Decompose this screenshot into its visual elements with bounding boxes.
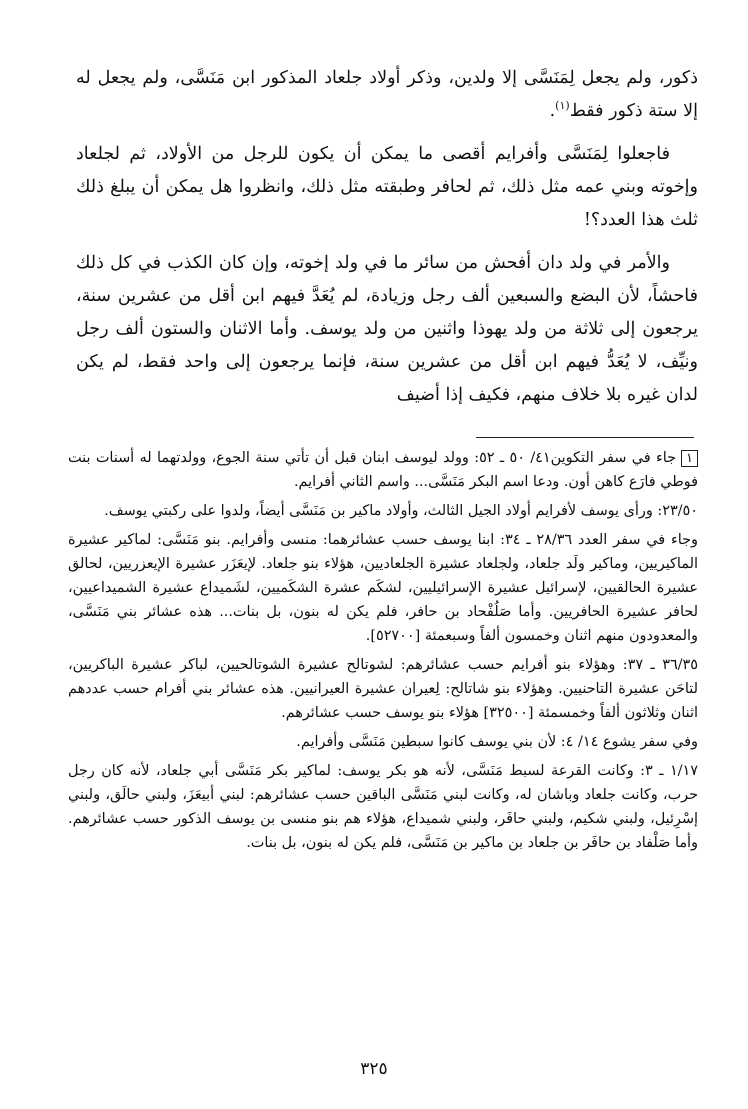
paragraph-2: فاجعلوا لِمَنَسَّى وأفرايم أقصى ما يمكن أن يكون للرجل من الأولاد، ثم لجلعاد وإخوته وبني عمه مثل ذلك، ثم لحافر وطبقته مثل ذلك، وانظروا هل يمكن أن يبلغ ذلك ثلث هذا العدد؟! bbox=[76, 144, 698, 230]
footnote-1 bbox=[68, 446, 698, 494]
footnote-5: وفي سفر يشوع ١٤/ ٤: لأن بني يوسف كانوا سبطين مَنَسَّى وأفرايم. bbox=[296, 734, 698, 750]
footnotes-section bbox=[68, 446, 698, 860]
footnote-6: ١/١٧ ـ ٣: وكانت القرعة لسبط مَنَسَّى، لأنه هو بكر يوسف: لماكير بكر مَنَسَّى أبي جلعاد، لأنه كان رجل حرب، وكانت جلعاد وباشان له، وكانت لبني مَنَسَّى الباقين حسب عشائرهم: لبني أبيعَزَ، ولبني حالَق، ولبني إسْرِئيل، ولبني شكيم، ولبني حافَر، ولبني شميداع، هؤلاء هم بنو منسى بن يوسف الذكور حسب عشائرهم. وأما صَلْفاد بن حافَر بن جلعاد بن ماكير بن مَنَسَّى، فلم يكن له بنون، بل بنات. bbox=[68, 763, 698, 851]
footnote-2: ٢٣/٥٠: ورأى يوسف لأفرايم أولاد الجيل الثالث، وأولاد ماكير بن مَنَسَّى أيضاً، ولدوا على ركبتي يوسف. bbox=[104, 503, 698, 519]
paragraph-1: ذكور، ولم يجعل لِمَنَسَّى إلا ولدين، وذكر أولاد جلعاد المذكور ابن مَنَسَّى، ولم يجعل له إلا ستة ذكور فقط$^{(١)}$. bbox=[76, 68, 698, 121]
page-number: ٣٢٥ bbox=[360, 1059, 388, 1079]
footnote-4: ٣٦/٣٥ ـ ٣٧: وهؤلاء بنو أفرايم حسب عشائرهم: لشوتالح عشيرة الشوتالحيين، لباكر عشيرة الباكريين، لتاحَن عشيرة التاحنيين. وهؤلاء بنو شاتالح: لِعيران عشيرة العيرانيين. هذه عشائر بني أفرام حسب عددهم اثنان وثلاثون ألفاً وخمسمئة [٣٢٥٠٠] هؤلاء بنو يوسف حسب عشائرهم. bbox=[68, 657, 698, 721]
footnote-3: وجاء في سفر العدد ٢٨/٣٦ ـ ٣٤: ابنا يوسف حسب عشائرهما: منسى وأفرايم. بنو مَنَسَّى: لماكير عشيرة الماكيريين، وماكير ولَد جلعاد، ولجلعاد عشيرة الجلعاديين، هؤلاء بنو جلعاد. لإيعَزَر عشيرة الإيعزريين، لحالق عشيرة الحالقيين، لإسرائيل عشيرة الإسرائيليين، لشكَم عشرة الشكَميين، لشَميداع عشيرة الشميداعيين، لحافر عشيرة الحافريين. وأما صَلُفْحاد بن حافر، فلم يكن له بنون، بل بنات... هذه عشائر بني مَنَسَّى، والمعدودون منهم اثنان وخمسون ألفاً وسبعمئة [٥٢٧٠٠]. bbox=[68, 532, 698, 644]
paragraph-3: والأمر في ولد دان أفحش من سائر ما في ولد إخوته، وإن كان الكذب في كل ذلك فاحشاً، لأن البضع والسبعين ألف رجل وزيادة، لم يُعَدَّ فيهم ابن أقل من عشرين سنة، يرجعون إلى ثلاثة من ولد يهوذا واثنين من ولد يوسف. وأما الاثنان والستون ألف رجل ونيِّف، لا يُعَدُّ فيهم ابن أقل من عشرين سنة، فإنما يرجعون إلى واحد فقط، لم يكن لدان غيره بلا خلاف منهم، فكيف إذا أضيف bbox=[76, 253, 698, 405]
footnote-reference: (١) bbox=[555, 99, 570, 113]
main-text bbox=[76, 62, 698, 422]
footnote-marker: ١ bbox=[681, 450, 698, 467]
footnote-1-text: جاء في سفر التكوين٤١/ ٥٠ ـ ٥٢: وولد ليوسف ابنان قبل أن تأتي سنة الجوع، وولدتهما له أسنات بنت فوطي فارَع كاهن أون. ودعا اسم البكر مَنَسَّى... واسم الثاني أفرايم. bbox=[68, 450, 698, 490]
paragraph-1-text: ذكور، ولم يجعل لِمَنَسَّى إلا ولدين، وذكر أولاد جلعاد المذكور ابن مَنَسَّى، ولم يجعل له إلا ستة ذكور فقط bbox=[76, 68, 698, 121]
footnote-separator bbox=[476, 437, 694, 438]
